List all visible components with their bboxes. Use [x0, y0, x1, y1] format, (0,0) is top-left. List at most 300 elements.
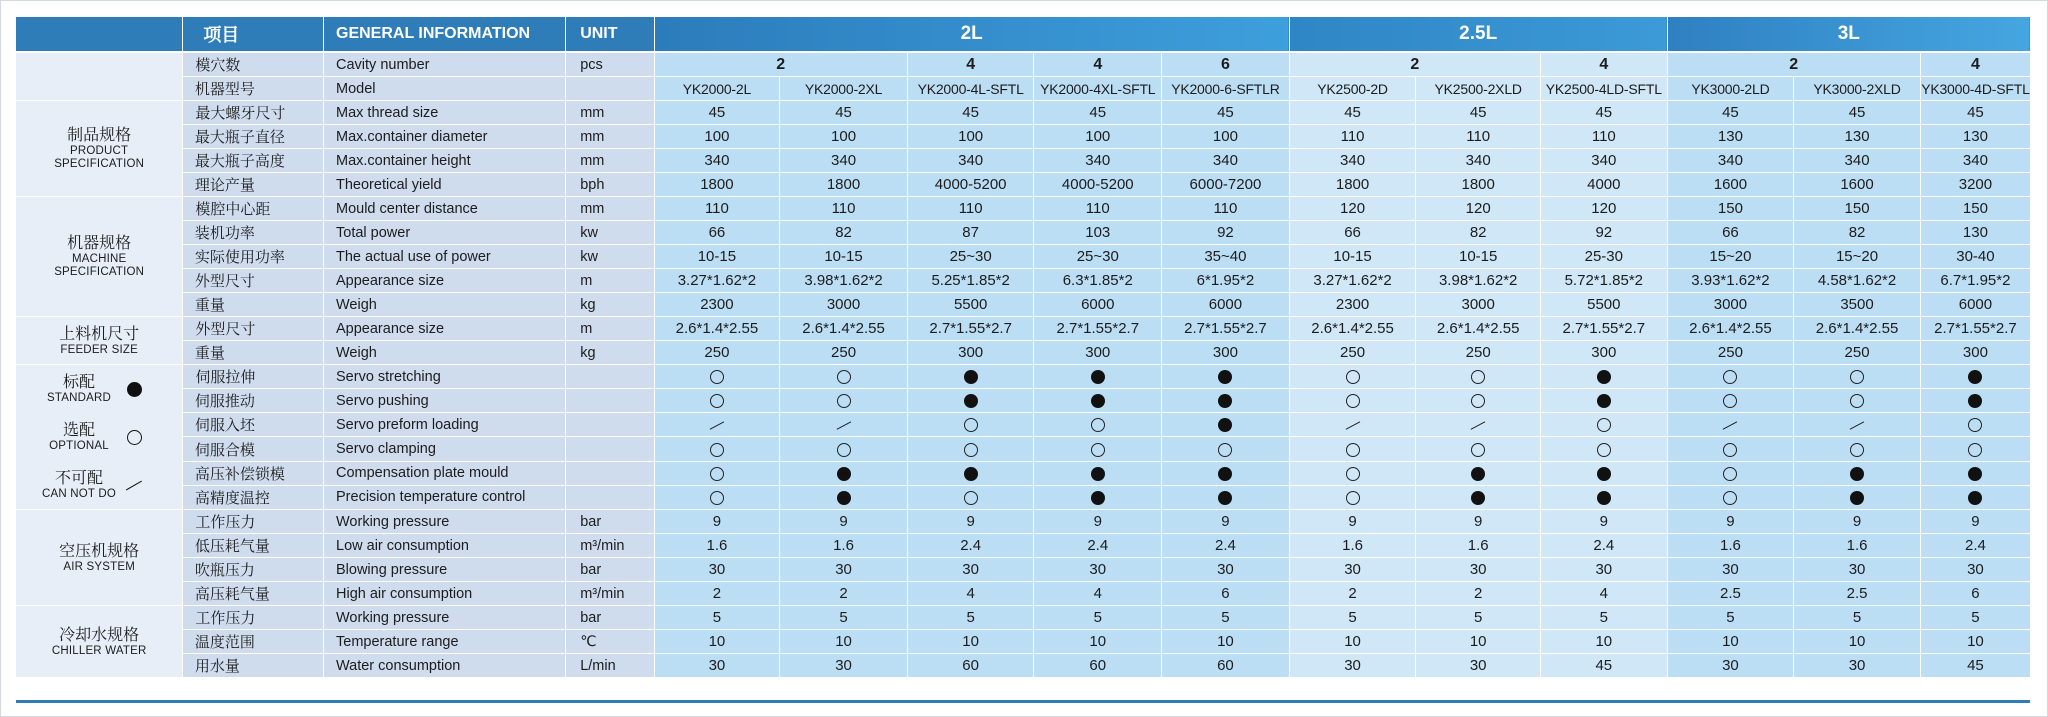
spec-value: 87	[907, 221, 1034, 245]
config-mark	[654, 461, 780, 485]
spec-value: 45	[1289, 101, 1416, 125]
spec-value: 10	[1416, 630, 1541, 654]
row-label-en: Servo pushing	[324, 389, 566, 413]
cavity-value: 4	[907, 52, 1034, 77]
config-mark	[1289, 389, 1416, 413]
spec-value: 340	[1794, 149, 1921, 173]
category-label-en: SPECIFICATION	[54, 266, 145, 278]
spec-value: 60	[907, 654, 1034, 678]
spec-value: 1800	[1416, 173, 1541, 197]
spec-value: 30	[654, 558, 780, 582]
config-mark	[907, 389, 1034, 413]
spec-value: 4000	[1540, 173, 1667, 197]
spec-value: 3500	[1794, 293, 1921, 317]
model-value: YK2000-4XL-SFTL	[1034, 77, 1162, 101]
spec-row	[16, 365, 2030, 389]
standard-filled-circle-icon	[1218, 394, 1232, 408]
spec-value: 2300	[1289, 293, 1416, 317]
config-mark	[1794, 461, 1921, 485]
optional-hollow-circle-icon	[964, 443, 978, 457]
spec-value: 45	[1416, 101, 1541, 125]
config-mark	[1034, 461, 1162, 485]
spec-value: 10-15	[780, 245, 908, 269]
config-mark	[1794, 485, 1921, 509]
row-label-en: Compensation plate mould	[324, 461, 566, 485]
row-label-en: Cavity number	[324, 52, 566, 77]
row-unit	[566, 389, 654, 413]
spec-row	[16, 245, 2030, 269]
optional-hollow-circle-icon	[1471, 370, 1485, 384]
spec-value: 6000	[1034, 293, 1162, 317]
row-unit: L/min	[566, 654, 654, 678]
row-label-en: Blowing pressure	[324, 558, 566, 582]
spec-value: 45	[1794, 101, 1921, 125]
spec-value: 5	[1667, 606, 1794, 630]
spec-value: 3.27*1.62*2	[1289, 269, 1416, 293]
spec-value: 66	[1667, 221, 1794, 245]
row-label-en: Appearance size	[324, 269, 566, 293]
cannot-slash-icon	[1345, 421, 1360, 430]
config-mark	[1416, 413, 1541, 437]
spec-value: 1.6	[654, 534, 780, 558]
spec-value: 5	[1416, 606, 1541, 630]
standard-filled-circle-icon	[1218, 370, 1232, 384]
spec-value: 250	[1794, 341, 1921, 365]
optional-hollow-circle-icon	[1471, 394, 1485, 408]
spec-value: 1.6	[1416, 534, 1541, 558]
row-label-cn: 高精度温控	[183, 485, 324, 509]
row-unit: m	[566, 317, 654, 341]
row-unit: ℃	[566, 630, 654, 654]
model-value: YK2500-4LD-SFTL	[1540, 77, 1667, 101]
spec-value: 82	[780, 221, 908, 245]
spec-value: 1800	[1289, 173, 1416, 197]
optional-hollow-circle-icon	[1968, 418, 1982, 432]
row-label-en: Max.container height	[324, 149, 566, 173]
spec-value: 5	[1289, 606, 1416, 630]
spec-value: 45	[1920, 101, 2030, 125]
row-unit: m	[566, 269, 654, 293]
row-label-en: Appearance size	[324, 317, 566, 341]
spec-value: 45	[1162, 101, 1290, 125]
row-unit	[566, 461, 654, 485]
spec-value: 3200	[1920, 173, 2030, 197]
standard-filled-circle-icon	[1471, 467, 1485, 481]
spec-value: 2.6*1.4*2.55	[1794, 317, 1921, 341]
spec-value: 45	[1034, 101, 1162, 125]
model-value: YK2000-2XL	[780, 77, 908, 101]
standard-filled-circle-icon	[1091, 491, 1105, 505]
spec-value: 2	[654, 582, 780, 606]
spec-value: 10	[780, 630, 908, 654]
config-mark	[654, 389, 780, 413]
standard-filled-circle-icon	[1968, 467, 1982, 481]
spec-value: 103	[1034, 221, 1162, 245]
config-mark	[1540, 485, 1667, 509]
spec-value: 340	[907, 149, 1034, 173]
standard-filled-circle-icon	[1850, 491, 1864, 505]
spec-value: 250	[654, 341, 780, 365]
standard-filled-circle-icon	[1091, 394, 1105, 408]
spec-value: 10	[1920, 630, 2030, 654]
row-unit	[566, 485, 654, 509]
spec-value: 110	[1034, 197, 1162, 221]
header-volume-1: 2L	[654, 17, 1289, 52]
category-label-cn: 机器规格	[67, 235, 132, 252]
row-unit: mm	[566, 125, 654, 149]
spec-row	[16, 389, 2030, 413]
spec-value: 250	[1289, 341, 1416, 365]
row-unit	[566, 437, 654, 461]
row-label-en: Servo clamping	[324, 437, 566, 461]
model-value: YK3000-4D-SFTL	[1920, 77, 2030, 101]
model-value: YK2500-2D	[1289, 77, 1416, 101]
row-label-en: Temperature range	[324, 630, 566, 654]
standard-filled-circle-icon	[1091, 370, 1105, 384]
spec-row	[16, 461, 2030, 485]
spec-value: 66	[1289, 221, 1416, 245]
standard-filled-circle-icon	[1597, 370, 1611, 384]
spec-value: 120	[1416, 197, 1541, 221]
spec-value: 60	[1162, 654, 1290, 678]
row-label-cn: 高压耗气量	[183, 582, 324, 606]
legend-label-en: CAN NOT DO	[42, 488, 116, 500]
optional-hollow-circle-icon	[837, 443, 851, 457]
standard-filled-circle-icon	[1218, 491, 1232, 505]
optional-hollow-circle-icon	[1346, 394, 1360, 408]
row-unit	[566, 77, 654, 101]
standard-filled-circle-icon	[122, 381, 146, 398]
spec-value: 250	[780, 341, 908, 365]
config-mark	[1162, 413, 1290, 437]
spec-value: 340	[654, 149, 780, 173]
spec-value: 30	[780, 654, 908, 678]
row-label-cn: 理论产量	[183, 173, 324, 197]
row-label-cn: 工作压力	[183, 606, 324, 630]
spec-value: 2.5	[1667, 582, 1794, 606]
standard-filled-circle-icon	[964, 370, 978, 384]
spec-value: 100	[780, 125, 908, 149]
spec-value: 45	[654, 101, 780, 125]
row-label-en: Max.container diameter	[324, 125, 566, 149]
row-label-cn: 机器型号	[183, 77, 324, 101]
category-label-en: PRODUCT	[70, 145, 129, 157]
optional-hollow-circle-icon	[1597, 418, 1611, 432]
legend-label-en: OPTIONAL	[49, 440, 109, 452]
spec-value: 340	[1540, 149, 1667, 173]
spec-row	[16, 534, 2030, 558]
spec-value: 10	[1667, 630, 1794, 654]
config-mark	[1162, 485, 1290, 509]
spec-value: 5	[780, 606, 908, 630]
config-mark	[1667, 365, 1794, 389]
spec-value: 1.6	[1667, 534, 1794, 558]
spec-value: 30	[1667, 558, 1794, 582]
spec-value: 2.7*1.55*2.7	[1034, 317, 1162, 341]
row-unit: pcs	[566, 52, 654, 77]
row-label-en: Servo stretching	[324, 365, 566, 389]
spec-value: 340	[1034, 149, 1162, 173]
category-cell	[16, 510, 183, 606]
category-label-cn: 冷却水规格	[59, 626, 140, 644]
spec-value: 2.7*1.55*2.7	[907, 317, 1034, 341]
spec-value: 2.4	[907, 534, 1034, 558]
spec-row	[16, 582, 2030, 606]
spec-value: 35~40	[1162, 245, 1290, 269]
spec-value: 300	[1920, 341, 2030, 365]
model-value: YK3000-2XLD	[1794, 77, 1921, 101]
category-label-cn: 上料机尺寸	[59, 325, 140, 343]
spec-row	[16, 510, 2030, 534]
bottom-rule	[16, 700, 2030, 703]
spec-value: 6.3*1.85*2	[1034, 269, 1162, 293]
header-item-cn: 项目	[183, 17, 324, 52]
spec-value: 9	[1289, 510, 1416, 534]
row-label-cn: 模穴数	[183, 52, 324, 77]
spec-value: 9	[1162, 510, 1290, 534]
spec-value: 5	[1794, 606, 1921, 630]
spec-value: 340	[1416, 149, 1541, 173]
spec-value: 9	[1034, 510, 1162, 534]
category-label-cn: 空压机规格	[59, 542, 140, 560]
spec-value: 150	[1920, 197, 2030, 221]
spec-value: 5	[1162, 606, 1290, 630]
spec-value: 1600	[1667, 173, 1794, 197]
spec-value: 4000-5200	[1034, 173, 1162, 197]
spec-value: 9	[1540, 510, 1667, 534]
spec-value: 2	[1289, 582, 1416, 606]
spec-row	[16, 293, 2030, 317]
spec-value: 10	[654, 630, 780, 654]
row-label-cn: 最大瓶子直径	[183, 125, 324, 149]
spec-row	[16, 606, 2030, 630]
spec-value: 1800	[780, 173, 908, 197]
config-mark	[1034, 413, 1162, 437]
category-cell	[16, 197, 183, 317]
spec-value: 5	[1540, 606, 1667, 630]
spec-value: 130	[1920, 125, 2030, 149]
spec-value: 4.58*1.62*2	[1794, 269, 1921, 293]
header-volume-2: 2.5L	[1289, 17, 1667, 52]
spec-value: 45	[1540, 101, 1667, 125]
cannot-slash-icon	[1850, 421, 1865, 430]
spec-value: 30	[1416, 558, 1541, 582]
legend-item	[16, 461, 182, 509]
config-mark	[1667, 389, 1794, 413]
config-mark	[1162, 437, 1290, 461]
spec-value: 30-40	[1920, 245, 2030, 269]
category-label-en: CHILLER WATER	[51, 644, 147, 657]
spec-value: 110	[1289, 125, 1416, 149]
standard-filled-circle-icon	[1091, 467, 1105, 481]
spec-value: 10	[1794, 630, 1921, 654]
spec-value: 110	[654, 197, 780, 221]
row-label-en: Total power	[324, 221, 566, 245]
cannot-slash-icon	[1471, 421, 1486, 430]
optional-hollow-circle-icon	[1597, 443, 1611, 457]
model-row	[16, 77, 2030, 101]
config-mark	[1162, 389, 1290, 413]
spec-row	[16, 437, 2030, 461]
config-mark	[780, 485, 908, 509]
config-mark	[780, 413, 908, 437]
row-label-en: Working pressure	[324, 510, 566, 534]
optional-hollow-circle-icon	[1723, 370, 1737, 384]
spec-value: 5.25*1.85*2	[907, 269, 1034, 293]
spec-value: 3.98*1.62*2	[1416, 269, 1541, 293]
config-mark	[1034, 365, 1162, 389]
spec-value: 30	[1162, 558, 1290, 582]
spec-value: 340	[780, 149, 908, 173]
spec-value: 30	[1289, 558, 1416, 582]
spec-row	[16, 221, 2030, 245]
category-label-cn: 制品规格	[67, 127, 132, 144]
standard-filled-circle-icon	[837, 467, 851, 481]
header-unit: UNIT	[566, 17, 654, 52]
spec-row	[16, 125, 2030, 149]
config-mark	[1540, 461, 1667, 485]
spec-value: 5	[1920, 606, 2030, 630]
row-label-cn: 伺服推动	[183, 389, 324, 413]
config-mark	[1667, 413, 1794, 437]
row-unit: kw	[566, 221, 654, 245]
spec-value: 300	[907, 341, 1034, 365]
spec-value: 5	[907, 606, 1034, 630]
row-unit: bph	[566, 173, 654, 197]
optional-hollow-circle-icon	[1723, 394, 1737, 408]
optional-hollow-circle-icon	[710, 467, 724, 481]
spec-value: 2.6*1.4*2.55	[654, 317, 780, 341]
legend-label-cn: 标配	[62, 374, 95, 391]
cannot-slash-icon	[710, 421, 725, 430]
optional-hollow-circle-icon	[837, 370, 851, 384]
config-mark	[1540, 389, 1667, 413]
spec-value: 9	[780, 510, 908, 534]
legend-cell	[16, 365, 183, 510]
config-mark	[1794, 365, 1921, 389]
optional-hollow-circle-icon	[1218, 443, 1232, 457]
spec-row	[16, 413, 2030, 437]
spec-value: 10	[907, 630, 1034, 654]
spec-value: 130	[1920, 221, 2030, 245]
spec-value: 2.6*1.4*2.55	[1667, 317, 1794, 341]
spec-value: 45	[780, 101, 908, 125]
config-mark	[907, 413, 1034, 437]
spec-value: 2.4	[1540, 534, 1667, 558]
spec-row	[16, 654, 2030, 678]
spec-value: 9	[654, 510, 780, 534]
spec-row	[16, 341, 2030, 365]
optional-hollow-circle-icon	[964, 418, 978, 432]
optional-hollow-circle-icon	[1850, 443, 1864, 457]
standard-filled-circle-icon	[1597, 467, 1611, 481]
optional-hollow-circle-icon	[1346, 370, 1360, 384]
config-mark	[1540, 437, 1667, 461]
spec-value: 10-15	[654, 245, 780, 269]
spec-value: 10	[1289, 630, 1416, 654]
spec-value: 6000-7200	[1162, 173, 1290, 197]
cavity-value: 4	[1920, 52, 2030, 77]
spec-value: 30	[654, 654, 780, 678]
spec-row	[16, 173, 2030, 197]
row-unit: kw	[566, 245, 654, 269]
spec-value: 45	[1667, 101, 1794, 125]
optional-hollow-circle-icon	[1850, 370, 1864, 384]
spec-value: 10	[1034, 630, 1162, 654]
spec-value: 100	[1034, 125, 1162, 149]
config-mark	[1794, 437, 1921, 461]
standard-filled-circle-icon	[1850, 467, 1864, 481]
model-value: YK2000-6-SFTLR	[1162, 77, 1290, 101]
spec-row	[16, 149, 2030, 173]
category-blank-top	[16, 52, 183, 101]
row-unit	[566, 365, 654, 389]
spec-value: 4	[1540, 582, 1667, 606]
spec-value: 150	[1667, 197, 1794, 221]
row-unit: bar	[566, 558, 654, 582]
spec-value: 340	[1162, 149, 1290, 173]
spec-value: 10	[1540, 630, 1667, 654]
model-value: YK2500-2XLD	[1416, 77, 1541, 101]
config-mark	[1920, 365, 2030, 389]
config-mark	[1034, 485, 1162, 509]
spec-value: 30	[1540, 558, 1667, 582]
config-mark	[1289, 365, 1416, 389]
category-label-en: MACHINE	[71, 253, 127, 265]
optional-hollow-circle-icon	[710, 443, 724, 457]
model-value: YK2000-2L	[654, 77, 780, 101]
spec-value: 2.4	[1034, 534, 1162, 558]
spec-value: 30	[1416, 654, 1541, 678]
row-label-cn: 温度范围	[183, 630, 324, 654]
row-label-en: Model	[324, 77, 566, 101]
standard-filled-circle-icon	[1968, 491, 1982, 505]
row-label-cn: 实际使用功率	[183, 245, 324, 269]
category-cell	[16, 317, 183, 365]
optional-hollow-circle-icon	[710, 394, 724, 408]
spec-value: 25-30	[1540, 245, 1667, 269]
spec-value: 4	[907, 582, 1034, 606]
spec-value: 92	[1162, 221, 1290, 245]
config-mark	[780, 437, 908, 461]
config-mark	[1667, 461, 1794, 485]
row-label-en: Low air consumption	[324, 534, 566, 558]
standard-filled-circle-icon	[837, 491, 851, 505]
standard-filled-circle-icon	[964, 467, 978, 481]
row-label-cn: 重量	[183, 341, 324, 365]
category-label-en: SPECIFICATION	[54, 158, 145, 170]
spec-value: 110	[1162, 197, 1290, 221]
config-mark	[907, 461, 1034, 485]
spec-value: 2.5	[1794, 582, 1921, 606]
cavity-value: 2	[1289, 52, 1540, 77]
config-mark	[907, 365, 1034, 389]
spec-value: 6.7*1.95*2	[1920, 269, 2030, 293]
spec-value: 9	[1416, 510, 1541, 534]
spec-value: 5	[654, 606, 780, 630]
spec-value: 3.98*1.62*2	[780, 269, 908, 293]
spec-value: 2300	[654, 293, 780, 317]
spec-value: 120	[1289, 197, 1416, 221]
legend-text	[42, 469, 116, 501]
optional-hollow-circle-icon	[1723, 491, 1737, 505]
spec-value: 130	[1794, 125, 1921, 149]
category-label-en: AIR SYSTEM	[63, 560, 135, 573]
legend-item	[16, 413, 182, 461]
config-mark	[1162, 461, 1290, 485]
model-value: YK2000-4L-SFTL	[907, 77, 1034, 101]
config-mark	[654, 365, 780, 389]
